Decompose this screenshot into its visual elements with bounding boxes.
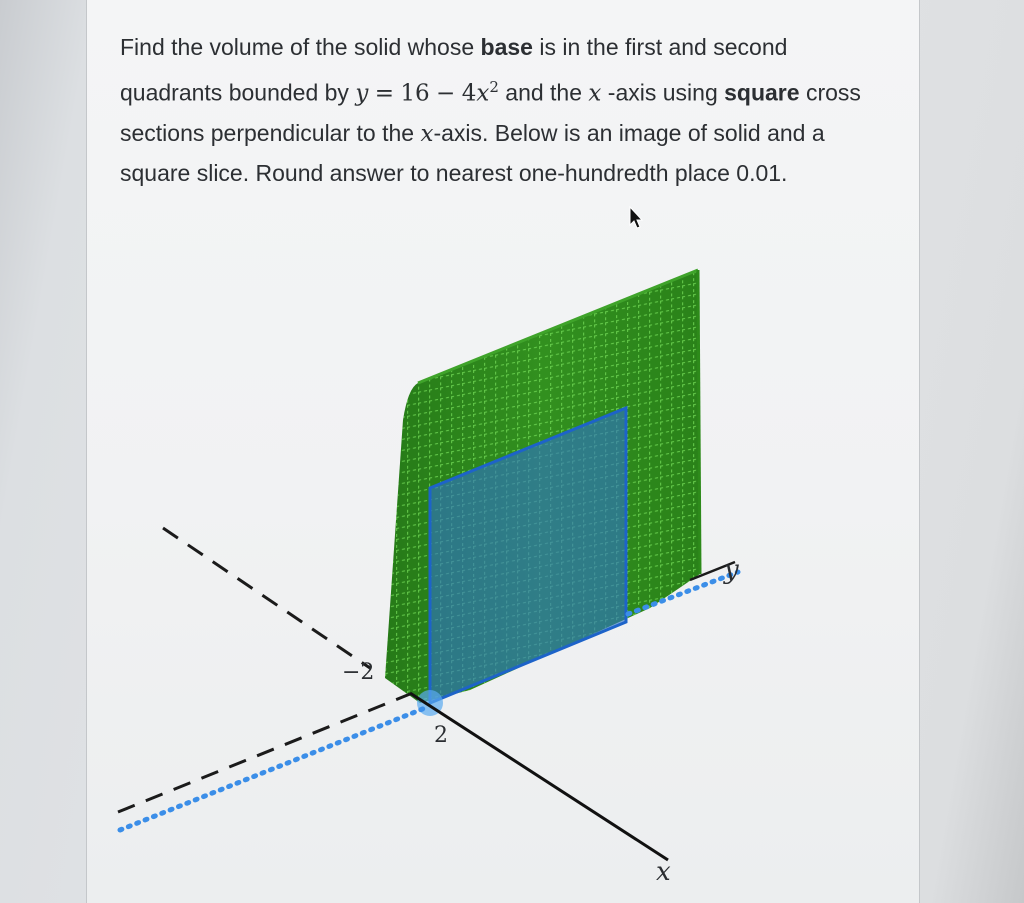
y-axis-dotted	[120, 708, 425, 830]
tick-label-2: 2	[434, 723, 448, 748]
math-exponent: 2	[489, 77, 499, 96]
problem-text: cross sections perpendicular to the	[120, 79, 861, 146]
x-axis-dashed	[163, 528, 370, 668]
axis-label-y: y	[724, 555, 739, 585]
problem-text: Find the volume of the solid whose	[120, 34, 481, 60]
bold-base: base	[480, 34, 533, 60]
math-var-x: x	[476, 80, 490, 107]
math-16: 16	[400, 80, 430, 107]
problem-text: -axis. Below is an image of solid and a square slice. Round answer to nearest one-hundredth place 0.01.	[120, 119, 825, 187]
axis-label-x: x	[656, 857, 671, 887]
math-var-x: x	[420, 120, 434, 147]
y-axis-dashed	[118, 694, 410, 812]
math-equals: =	[374, 80, 394, 107]
x-axis-positive	[410, 693, 668, 860]
mouse-cursor-icon	[629, 206, 643, 230]
math-var-y: y	[355, 80, 369, 107]
tick-label-neg2: −2	[342, 660, 375, 685]
bold-square: square	[724, 79, 800, 106]
math-4: 4	[461, 80, 477, 107]
problem-text: is in the first and second quadrants bounded by	[120, 34, 788, 106]
problem-text: and the	[498, 79, 589, 106]
problem-text: -axis using	[601, 79, 725, 106]
math-var-x: x	[588, 80, 602, 107]
math-minus: −	[436, 80, 456, 107]
